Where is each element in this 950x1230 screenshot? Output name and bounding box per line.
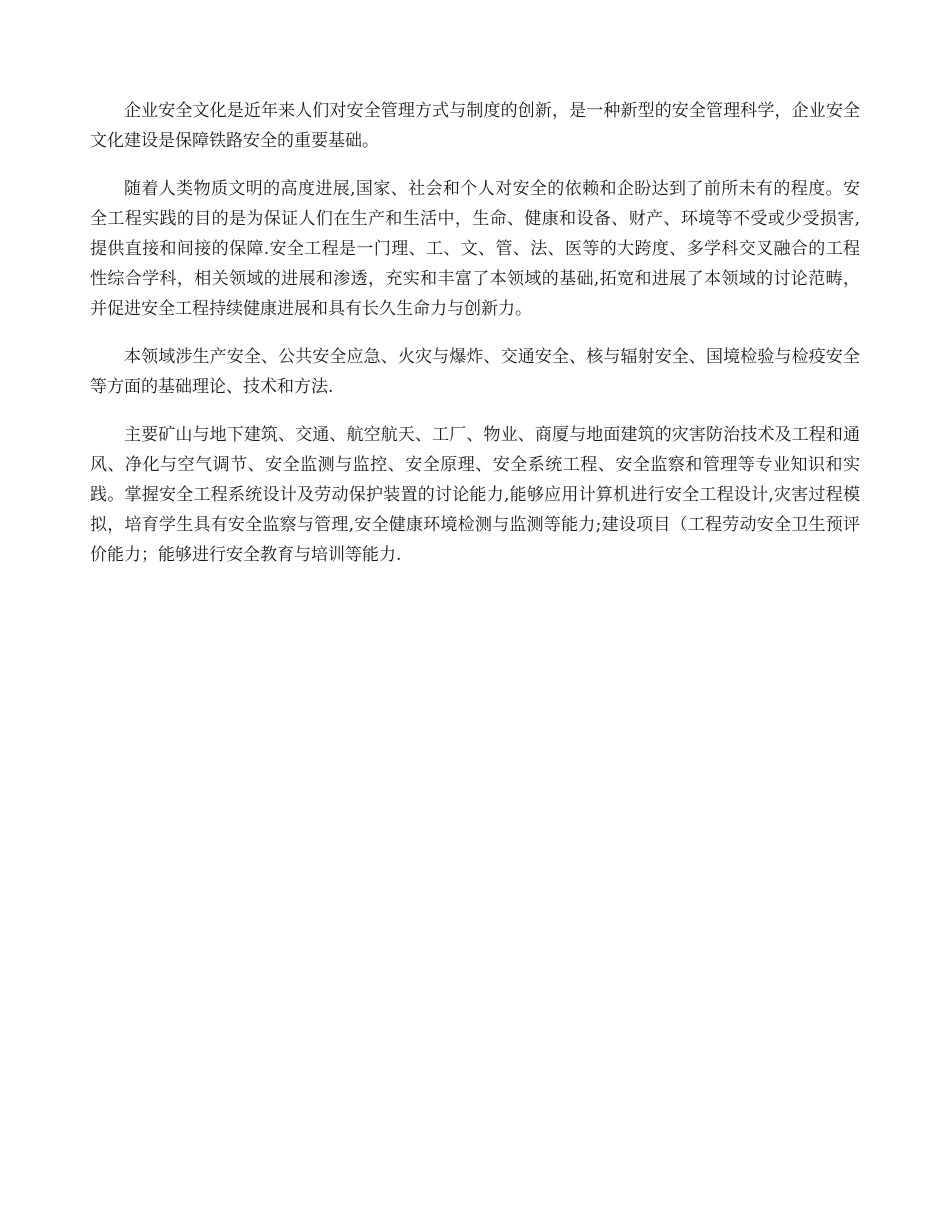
paragraph-4: 主要矿山与地下建筑、交通、航空航天、工厂、物业、商厦与地面建筑的灾害防治技术及工程和通风、净化与空气调节、安全监测与监控、安全原理、安全系统工程、安全监察和管理等专业知识和实践。掌握安全工程系统设计及劳动保护装置的讨论能力,能够应用计算机进行安全工程设计,灾害过程模拟，培育学生具有安全监察与管理,安全健康环境检测与监测等能力;建设项目（工程劳动安全卫生预评价能力；能够进行安全教育与培训等能力.	[90, 425, 860, 565]
paragraph-1: 企业安全文化是近年来人们对安全管理方式与制度的创新，是一种新型的安全管理科学，企业安全文化建设是保障铁路安全的重要基础。	[90, 101, 860, 151]
paragraph-3: 本领域涉生产安全、公共安全应急、火灾与爆炸、交通安全、核与辐射安全、国境检验与检疫安全等方面的基础理论、技术和方法.	[90, 347, 860, 397]
paragraph-2: 随着人类物质文明的高度进展,国家、社会和个人对安全的依赖和企盼达到了前所未有的程度。安全工程实践的目的是为保证人们在生产和生活中，生命、健康和设备、财产、环境等不受或少受损害,提供直接和间接的保障.安全工程是一门理、工、文、管、法、医等的大跨度、多学科交叉融合的工程性综合学科，相关领域的进展和渗透，充实和丰富了本领域的基础,拓宽和进展了本领域的讨论范畴，并促进安全工程持续健康进展和具有长久生命力与创新力。	[90, 179, 860, 319]
